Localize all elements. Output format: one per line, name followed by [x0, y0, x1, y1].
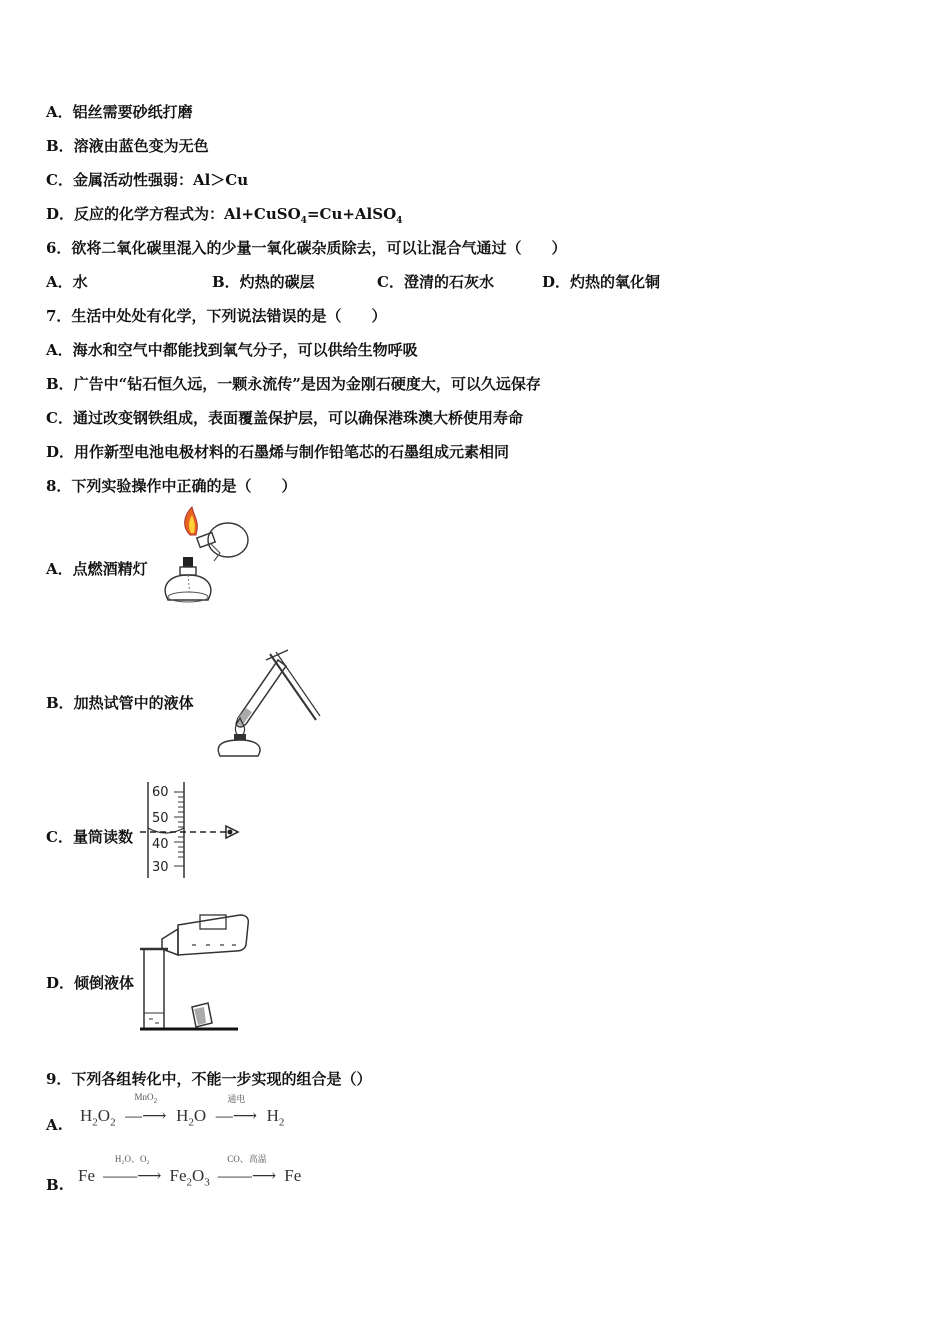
b-cond-2: CO、高温: [227, 1154, 267, 1164]
q7-option-c: C．通过改变钢铁组成，表面覆盖保护层，可以确保港珠澳大桥使用寿命: [46, 409, 523, 427]
q5-d-prefix: D．反应的化学方程式为：Al+CuSO: [46, 205, 301, 223]
cylinder-tick-50: 50: [152, 811, 169, 826]
b-fe2o3-sub1: 2: [186, 1176, 192, 1189]
a-cond-1: MnO: [134, 1092, 154, 1102]
q6-option-c: C．澄清的石灰水: [377, 273, 494, 291]
b-fe: Fe: [78, 1166, 95, 1185]
b-fe2o3-o: O: [192, 1166, 205, 1185]
q5-option-d: [46, 204, 402, 231]
q9-label-b: B.: [46, 1176, 64, 1194]
graduated-cylinder-figure: [140, 780, 250, 882]
q8-option-b: B．加热试管中的液体: [46, 694, 194, 712]
a-cond-2: 通电: [227, 1094, 246, 1104]
a-h2o2-sub1: 2: [92, 1116, 98, 1129]
q9-formula-b: [78, 1154, 302, 1189]
q5-d-mid: =Cu+AlSO: [306, 205, 397, 223]
a-h2-sub: 2: [278, 1116, 285, 1129]
q6-option-d: D．灼热的氧化铜: [542, 273, 661, 291]
q8-stem: 8．下列实验操作中正确的是（ ）: [46, 477, 297, 495]
q7-stem: 7．生活中处处有化学，下列说法错误的是（ ）: [46, 307, 387, 325]
cylinder-tick-40: 40: [152, 837, 169, 852]
a-h2o2-o: O: [97, 1106, 111, 1125]
q7-option-a: A．海水和空气中都能找到氧气分子，可以供给生物呼吸: [46, 341, 418, 359]
a-h2-h: H: [266, 1106, 279, 1125]
b-fe-product: Fe: [284, 1166, 302, 1185]
cylinder-tick-30: 30: [152, 860, 169, 875]
heating-test-tube-figure: [208, 648, 326, 760]
eye-icon: [228, 830, 233, 835]
q8-option-a: A．点燃酒精灯: [46, 560, 148, 578]
b-cond-1: H₂O、O₂: [114, 1154, 150, 1164]
q6-option-b: B．灼热的碳层: [212, 273, 315, 291]
q6-stem: 6．欲将二氧化碳里混入的少量一氧化碳杂质除去，可以让混合气通过（ ）: [46, 239, 567, 257]
q6-option-a: A．水: [46, 273, 88, 291]
q8-option-d: D．倾倒液体: [46, 974, 135, 992]
a-h2o-h: H: [176, 1106, 189, 1125]
a-arrow-2: 通电 —⟶: [212, 1106, 260, 1126]
pouring-liquid-figure: [140, 905, 252, 1033]
a-h2o-o: O: [193, 1106, 207, 1125]
a-cond-1-sub: 2: [153, 1096, 158, 1105]
cylinder-tick-60: 60: [152, 785, 169, 800]
b-arrow-2: CO、高温 ——⟶: [217, 1154, 277, 1185]
q5-option-c: C．金属活动性强弱：Al＞Cu: [46, 171, 249, 189]
a-h2o2-sub2: 2: [110, 1116, 116, 1129]
q5-d-sub2: 4: [396, 216, 403, 226]
q5-option-a: A．铝丝需要砂纸打磨: [46, 103, 193, 121]
lighting-alcohol-lamp-figure: [150, 505, 260, 615]
b-fe2o3-fe: Fe: [169, 1166, 187, 1185]
q5-option-b: B．溶液由蓝色变为无色: [46, 137, 209, 155]
a-arrow-1: MnO$_2$ —⟶: [125, 1092, 167, 1125]
a-h2o2-h: H: [80, 1106, 93, 1125]
q9-formula-a: [80, 1092, 285, 1129]
q7-option-d: D．用作新型电池电极材料的石墨烯与制作铅笔芯的石墨组成元素相同: [46, 443, 510, 461]
b-arrow-1: H₂O、O₂ ——⟶: [103, 1154, 162, 1185]
q7-option-b: B．广告中“钻石恒久远，一颗永流传”是因为金刚石硬度大，可以久远保存: [46, 375, 541, 393]
q8-option-c: C．量筒读数: [46, 828, 133, 846]
q5-d-sub1: 4: [300, 216, 307, 226]
q9-stem: 9．下列各组转化中，不能一步实现的组合是（）: [46, 1070, 372, 1088]
q9-label-a: A.: [46, 1116, 63, 1134]
b-fe2o3-sub2: 3: [204, 1176, 210, 1189]
a-h2o-sub: 2: [188, 1116, 194, 1129]
